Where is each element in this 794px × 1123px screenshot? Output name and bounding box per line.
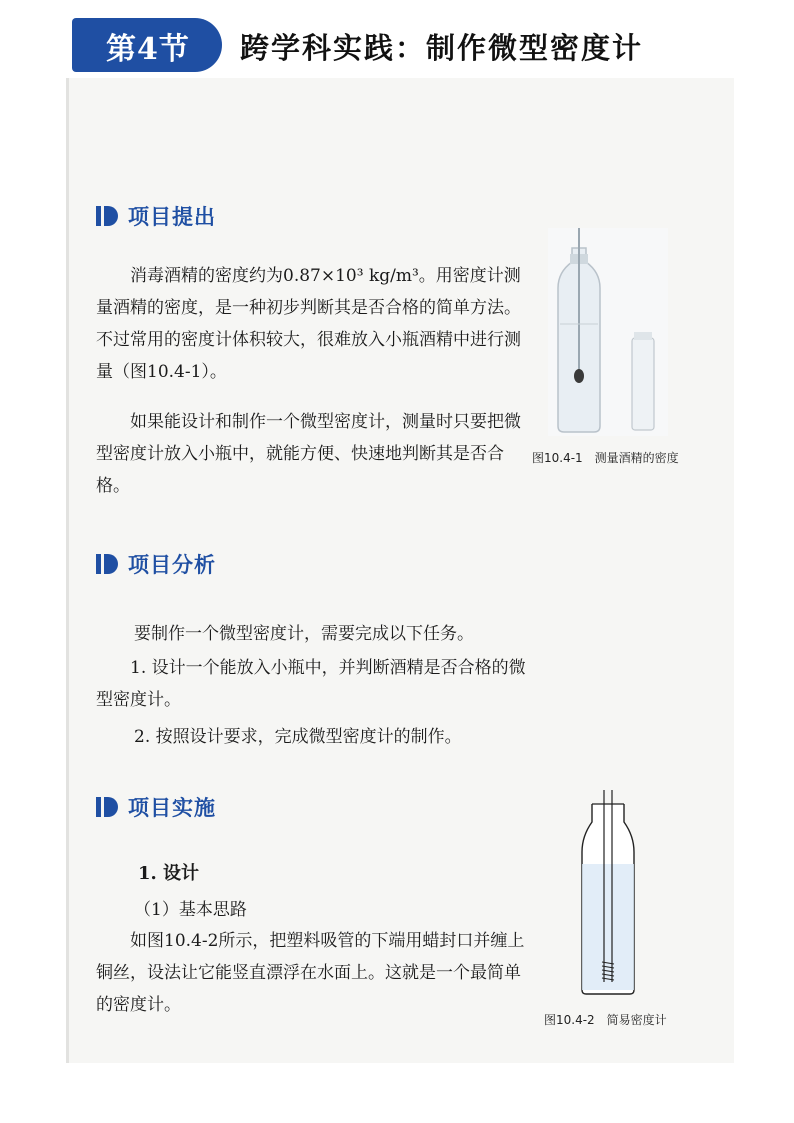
- paragraph: 消毒酒精的密度约为0.87×10³ kg/m³。用密度计测量酒精的密度，是一种初步判断其是否合格的简单方法。不过常用的密度计体积较大，很难放入小瓶酒精中进行测量（图10.4-1）。: [96, 266, 521, 382]
- subheading: 1. 设计: [138, 863, 200, 884]
- section-title: 项目实施: [128, 795, 216, 820]
- page-title: 跨学科实践：制作微型密度计: [240, 31, 644, 65]
- alcohol-bottle-figure: [548, 228, 668, 436]
- section-marker-icon: [96, 554, 118, 574]
- section-title: 项目提出: [128, 204, 216, 229]
- figure-caption: 图10.4-1 测量酒精的密度: [532, 451, 679, 465]
- section-marker-icon: [96, 797, 118, 817]
- page-spine: [66, 78, 69, 1063]
- task-item: 2. 按照设计要求，完成微型密度计的制作。: [134, 727, 462, 747]
- paragraph: 如果能设计和制作一个微型密度计，测量时只要把微型密度计放入小瓶中，就能方便、快速地判断其是否合格。: [96, 412, 521, 496]
- section-marker-icon: [96, 206, 118, 226]
- section-badge: [72, 18, 222, 72]
- section-label: 第4节: [106, 32, 190, 67]
- simple-hydrometer-figure: [578, 790, 638, 996]
- paragraph: 如图10.4-2所示，把塑料吸管的下端用蜡封口并缠上铜丝，设法让它能竖直漂浮在水面上。这就是一个最简单的密度计。: [96, 931, 525, 1015]
- subsubheading: （1）基本思路: [134, 900, 247, 920]
- paragraph: 要制作一个微型密度计，需要完成以下任务。: [134, 624, 474, 644]
- section-title: 项目分析: [128, 552, 216, 577]
- task-item: 1. 设计一个能放入小瓶中，并判断酒精是否合格的微型密度计。: [96, 658, 526, 710]
- figure-caption: 图10.4-2 简易密度计: [544, 1013, 667, 1027]
